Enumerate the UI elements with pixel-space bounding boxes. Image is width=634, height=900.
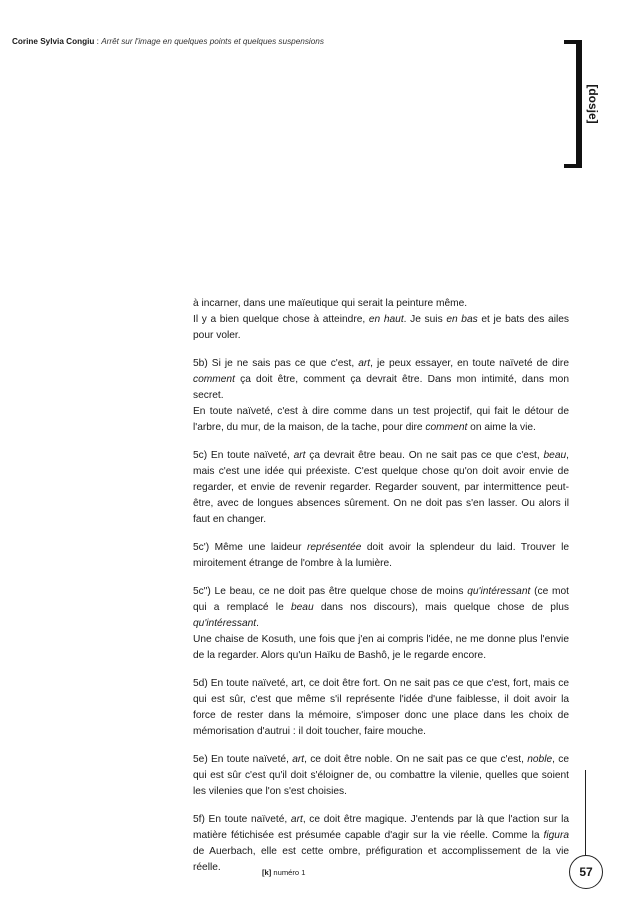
emphasis-text: beau xyxy=(543,450,567,461)
text-run: Une chaise de Kosuth, une fois que j'en ai compris l'idée, ne me donne plus l'envie de la regarder. Alors qu'un Haïku de Bashô, je le regarde encore. xyxy=(193,634,569,661)
text-run: 5c") Le beau, ce ne doit pas être quelque chose de moins xyxy=(193,586,468,597)
text-run: . Je suis xyxy=(403,314,447,325)
emphasis-text: figura xyxy=(543,830,569,841)
text-run: , ce doit être noble. On ne sait pas ce que c'est, xyxy=(304,754,528,765)
text-run: doit avoir la splendeur du laid. Trouver le miroitement étrange de l'ombre à la lumière. xyxy=(193,542,570,569)
emphasis-text: en haut xyxy=(368,314,404,325)
text-run: . xyxy=(256,618,259,629)
paragraph xyxy=(193,540,569,572)
paragraph-line xyxy=(193,296,569,312)
text-run: et je bats des ailes pour voler. xyxy=(193,314,569,341)
text-run: à incarner, dans une maïeutique qui serait la peinture même. xyxy=(193,298,468,309)
paragraph xyxy=(193,448,569,528)
author-name: Corine Sylvia Congiu xyxy=(12,37,95,46)
emphasis-text: art xyxy=(292,754,305,765)
text-run: ça devrait être beau. On ne sait pas ce que c'est, xyxy=(305,450,544,461)
text-run: En toute naïveté, c'est à dire comme dans un test projectif, qui fait le détour de l'arbre, du mur, de la maison, de la tache, pour dire xyxy=(193,406,569,433)
emphasis-text: représentée xyxy=(306,542,362,553)
emphasis-text: art xyxy=(293,450,306,461)
text-run: 5c) En toute naïveté, xyxy=(193,450,294,461)
text-run: on aime la vie. xyxy=(467,422,536,433)
article-body xyxy=(193,296,569,876)
margin-rule xyxy=(585,770,586,856)
paragraph-line xyxy=(193,448,569,528)
text-run: 5d) En toute naïveté, art, ce doit être fort. On ne sait pas ce que c'est, fort, mais ce qui est sûr, c'est que même s'il représente l'idée d'une faiblesse, il doit avoir la force de rester dans la mémoire, s'imposer donc une place dans les choix de mémorisation d'autrui : il doit toucher, faire mouche. xyxy=(193,678,569,737)
footer xyxy=(262,868,306,877)
text-run: , mais c'est une idée qui préexiste. C'est quelque chose qu'on doit avoir envie de regarder, et envie de revenir regarder. Regarder souvent, par intermittence peut-être, avec de longues absences sûrement. On ne doit pas s'en lasser. Ou alors il faut en changer. xyxy=(193,450,569,525)
paragraph-line xyxy=(193,632,569,664)
text-run: Il y a bien quelque chose à atteindre, xyxy=(193,314,369,325)
paragraph xyxy=(193,752,569,800)
text-run: 5f) En toute naïveté, xyxy=(193,814,291,825)
running-header xyxy=(12,37,324,46)
text-run: , ce doit être magique. J'entends par là que l'action sur la matière fétichisée est présumée capable d'agir sur la vie réelle. Comme la xyxy=(193,814,570,841)
text-run: de Auerbach, elle est cette ombre, préfiguration et accomplissement de la vie réelle. xyxy=(193,846,569,873)
paragraph-line xyxy=(193,356,569,404)
page-number: 57 xyxy=(569,855,603,889)
text-run: , ce qui est sûr c'est qu'il doit s'éloigner de, ou combattre la vilenie, quelles que soient les vilenies que l'on s'est choisies. xyxy=(193,754,570,797)
text-run: 5e) En toute naïveté, xyxy=(193,754,293,765)
text-run: 5b) Si je ne sais pas ce que c'est, xyxy=(193,358,359,369)
emphasis-text: beau xyxy=(290,602,314,613)
issue-number: numéro 1 xyxy=(273,868,306,877)
paragraph-line xyxy=(193,404,569,436)
emphasis-text: en bas xyxy=(446,314,478,325)
paragraph-line xyxy=(193,312,569,344)
emphasis-text: art xyxy=(358,358,371,369)
paragraph xyxy=(193,812,569,876)
header-separator: : xyxy=(96,37,102,46)
paragraph xyxy=(193,584,569,664)
text-run: dans nos discours), mais quelque chose de plus xyxy=(313,602,569,613)
paragraph xyxy=(193,296,569,344)
text-run: , je peux essayer, en toute naïveté de dire xyxy=(370,358,569,369)
paragraph-line xyxy=(193,540,569,572)
emphasis-text: comment xyxy=(193,374,235,385)
emphasis-text: qu'intéressant xyxy=(467,586,531,597)
article-title: Arrêt sur l'image en quelques points et quelques suspensions xyxy=(101,37,324,46)
paragraph xyxy=(193,676,569,740)
paragraph xyxy=(193,356,569,436)
emphasis-text: qu'intéressant xyxy=(193,618,257,629)
section-tag: [dosje] xyxy=(586,84,600,124)
paragraph-line xyxy=(193,812,569,876)
paragraph-line xyxy=(193,584,569,632)
paragraph-line xyxy=(193,676,569,740)
emphasis-text: noble xyxy=(527,754,553,765)
emphasis-text: comment xyxy=(425,422,468,433)
text-run: 5c') Même une laideur xyxy=(193,542,307,553)
journal-name: [k] xyxy=(262,868,272,877)
section-bracket-icon xyxy=(564,40,582,168)
emphasis-text: art xyxy=(290,814,303,825)
text-run: ça doit être, comment ça devrait être. Dans mon intimité, dans mon secret. xyxy=(193,374,569,401)
paragraph-line xyxy=(193,752,569,800)
text-run: (ce mot qui a remplacé le xyxy=(193,586,569,613)
